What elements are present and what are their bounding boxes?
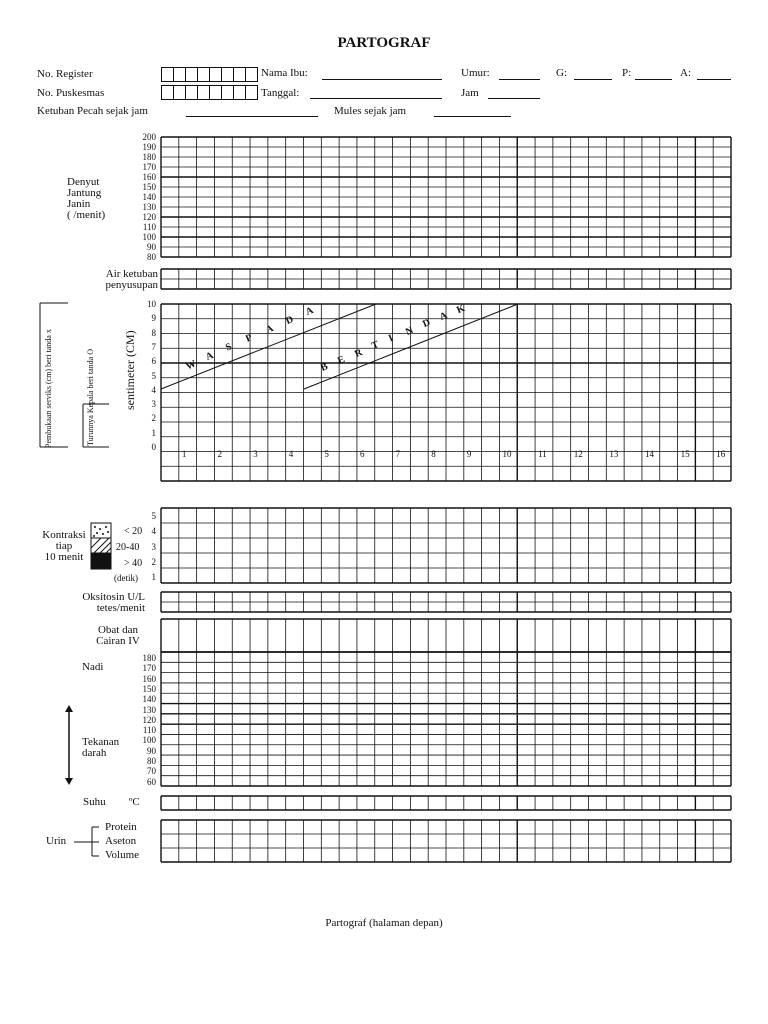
hour-label: 6 xyxy=(359,449,365,459)
tick-label: 90 xyxy=(147,242,156,252)
line-letter: A xyxy=(304,305,316,319)
urine-protein-label: Protein xyxy=(105,821,137,833)
tick-label: 4 xyxy=(151,384,156,395)
tick-label: 120 xyxy=(142,212,156,222)
tick-label: 130 xyxy=(142,202,156,212)
tick-label: 7 xyxy=(151,341,156,352)
umur-label: Umur: xyxy=(461,67,490,79)
pulse-grid xyxy=(161,652,731,786)
line-letter: K xyxy=(455,302,468,316)
tick-label: 80 xyxy=(147,756,156,766)
tick-label: 2 xyxy=(151,556,156,567)
jam-label: Jam xyxy=(461,87,479,99)
hour-label: 11 xyxy=(538,449,547,459)
action-line xyxy=(304,304,518,389)
fhr-label: Denyut Jantung Janin ( /menit) xyxy=(67,176,106,221)
tick-label: 100 xyxy=(142,735,156,746)
nama-ibu-label: Nama Ibu: xyxy=(261,67,308,79)
tick-label: 160 xyxy=(142,673,156,684)
hour-label: 13 xyxy=(609,449,619,459)
line-letter: I xyxy=(386,332,395,345)
tick-label: 8 xyxy=(151,327,156,338)
line-letter: R xyxy=(352,346,364,360)
page-title: PARTOGRAF xyxy=(337,35,431,51)
hour-label: 2 xyxy=(217,449,222,459)
tick-label: 5 xyxy=(151,511,156,521)
tick-label: 10 xyxy=(147,299,156,309)
tick-label: 110 xyxy=(142,725,156,736)
descent-side-label: Turunnya Kepala beri tanda O xyxy=(86,348,95,446)
tick-label: 1 xyxy=(151,427,156,438)
urine-aseton-label: Aseton xyxy=(105,835,137,847)
tick-label: 160 xyxy=(142,172,156,182)
tick-label: 5 xyxy=(151,370,156,381)
tick-label: 170 xyxy=(142,162,156,172)
hour-label: 10 xyxy=(502,449,512,459)
alert-line xyxy=(161,304,376,389)
tick-label: 180 xyxy=(142,152,156,162)
line-letter: W xyxy=(184,358,198,373)
tekanan-label: Tekanan darah xyxy=(82,736,120,759)
p-label: P: xyxy=(622,67,632,79)
tick-label: 60 xyxy=(147,776,156,787)
hour-label: 8 xyxy=(431,449,436,459)
ketuban-label: Ketuban Pecah sejak jam xyxy=(37,105,148,117)
tick-label: 120 xyxy=(142,714,156,725)
tick-label: 100 xyxy=(142,232,156,242)
tick-label: 110 xyxy=(142,222,156,232)
tick-label: 140 xyxy=(142,694,156,705)
mules-label: Mules sejak jam xyxy=(334,105,407,117)
tick-label: 150 xyxy=(142,182,156,192)
line-letter: T xyxy=(369,339,381,353)
tick-label: 2 xyxy=(151,413,156,424)
hour-label: 16 xyxy=(716,449,726,459)
tick-label: 0 xyxy=(151,442,156,452)
cervix-axis-label: sentimeter (CM) xyxy=(123,330,137,410)
drugs-label: Obat dan Cairan IV xyxy=(96,624,140,647)
urine-grid xyxy=(161,820,731,862)
line-letter: E xyxy=(335,354,347,367)
hour-label: 15 xyxy=(680,449,690,459)
line-letter: A xyxy=(438,310,450,323)
nadi-label: Nadi xyxy=(82,661,104,673)
tick-label: 150 xyxy=(142,683,156,694)
line-letter: A xyxy=(264,323,276,337)
line-letter: S xyxy=(224,341,234,354)
tick-label: 4 xyxy=(151,526,156,537)
line-letter: A xyxy=(204,349,216,363)
tick-label: 3 xyxy=(151,541,156,552)
tick-label: 80 xyxy=(147,252,156,262)
hour-label: 1 xyxy=(181,449,187,459)
legend-gt40: > 40 xyxy=(124,558,143,569)
legend-detik: (detik) xyxy=(114,573,138,583)
tick-label: 140 xyxy=(142,192,156,202)
contraction-label: Kontraksi tiap 10 menit xyxy=(42,529,86,563)
line-letter: D xyxy=(421,317,433,331)
tick-label: 1 xyxy=(151,572,156,583)
temperature-grid xyxy=(161,796,731,810)
no-puskesmas-label: No. Puskesmas xyxy=(37,87,105,99)
tick-label: 9 xyxy=(151,313,156,324)
footer-caption: Partograf (halaman depan) xyxy=(325,917,443,929)
line-letter: D xyxy=(284,314,296,328)
hour-label: 5 xyxy=(324,449,329,459)
line-letter: P xyxy=(244,332,255,345)
contraction-legend-solid xyxy=(91,553,111,569)
urine-label: Urin xyxy=(46,835,67,847)
tick-label: 3 xyxy=(151,399,156,410)
tick-label: 70 xyxy=(147,766,156,777)
suhu-label: Suhu xyxy=(83,796,106,808)
cervix-side-label: Pembukaan serviks (cm) beri tanda x xyxy=(44,329,53,448)
hour-label: 9 xyxy=(466,449,472,459)
oxytocin-label: Oksitosin U/L tetes/menit xyxy=(82,591,145,614)
tick-label: 6 xyxy=(151,356,156,367)
contraction-grid xyxy=(161,508,731,583)
tanggal-label: Tanggal: xyxy=(261,87,300,99)
amniotic-label: Air ketuban penyusupan xyxy=(105,268,158,291)
hour-label: 14 xyxy=(644,449,654,459)
tick-label: 90 xyxy=(147,745,156,756)
line-letter: B xyxy=(318,361,330,375)
hour-label: 3 xyxy=(253,449,258,459)
no-register-label: No. Register xyxy=(37,68,93,80)
legend-lt20: < 20 xyxy=(124,526,143,537)
tick-label: 130 xyxy=(142,704,156,715)
tick-label: 190 xyxy=(142,142,156,152)
amniotic-grid xyxy=(161,269,731,289)
g-label: G: xyxy=(556,67,567,79)
urine-volume-label: Volume xyxy=(105,849,140,861)
a-label: A: xyxy=(680,67,691,79)
hour-label: 4 xyxy=(288,449,294,459)
suhu-unit: ºC xyxy=(129,796,140,808)
drugs-grid xyxy=(161,619,731,652)
hour-label: 12 xyxy=(573,449,583,459)
tick-label: 180 xyxy=(142,653,156,663)
tick-label: 170 xyxy=(142,663,156,674)
line-letter: N xyxy=(404,324,416,338)
legend-20-40: 20-40 xyxy=(116,542,140,553)
oxytocin-grid xyxy=(161,592,731,612)
fhr-grid xyxy=(161,137,731,257)
hour-label: 7 xyxy=(395,449,401,459)
tick-label: 200 xyxy=(142,132,156,142)
